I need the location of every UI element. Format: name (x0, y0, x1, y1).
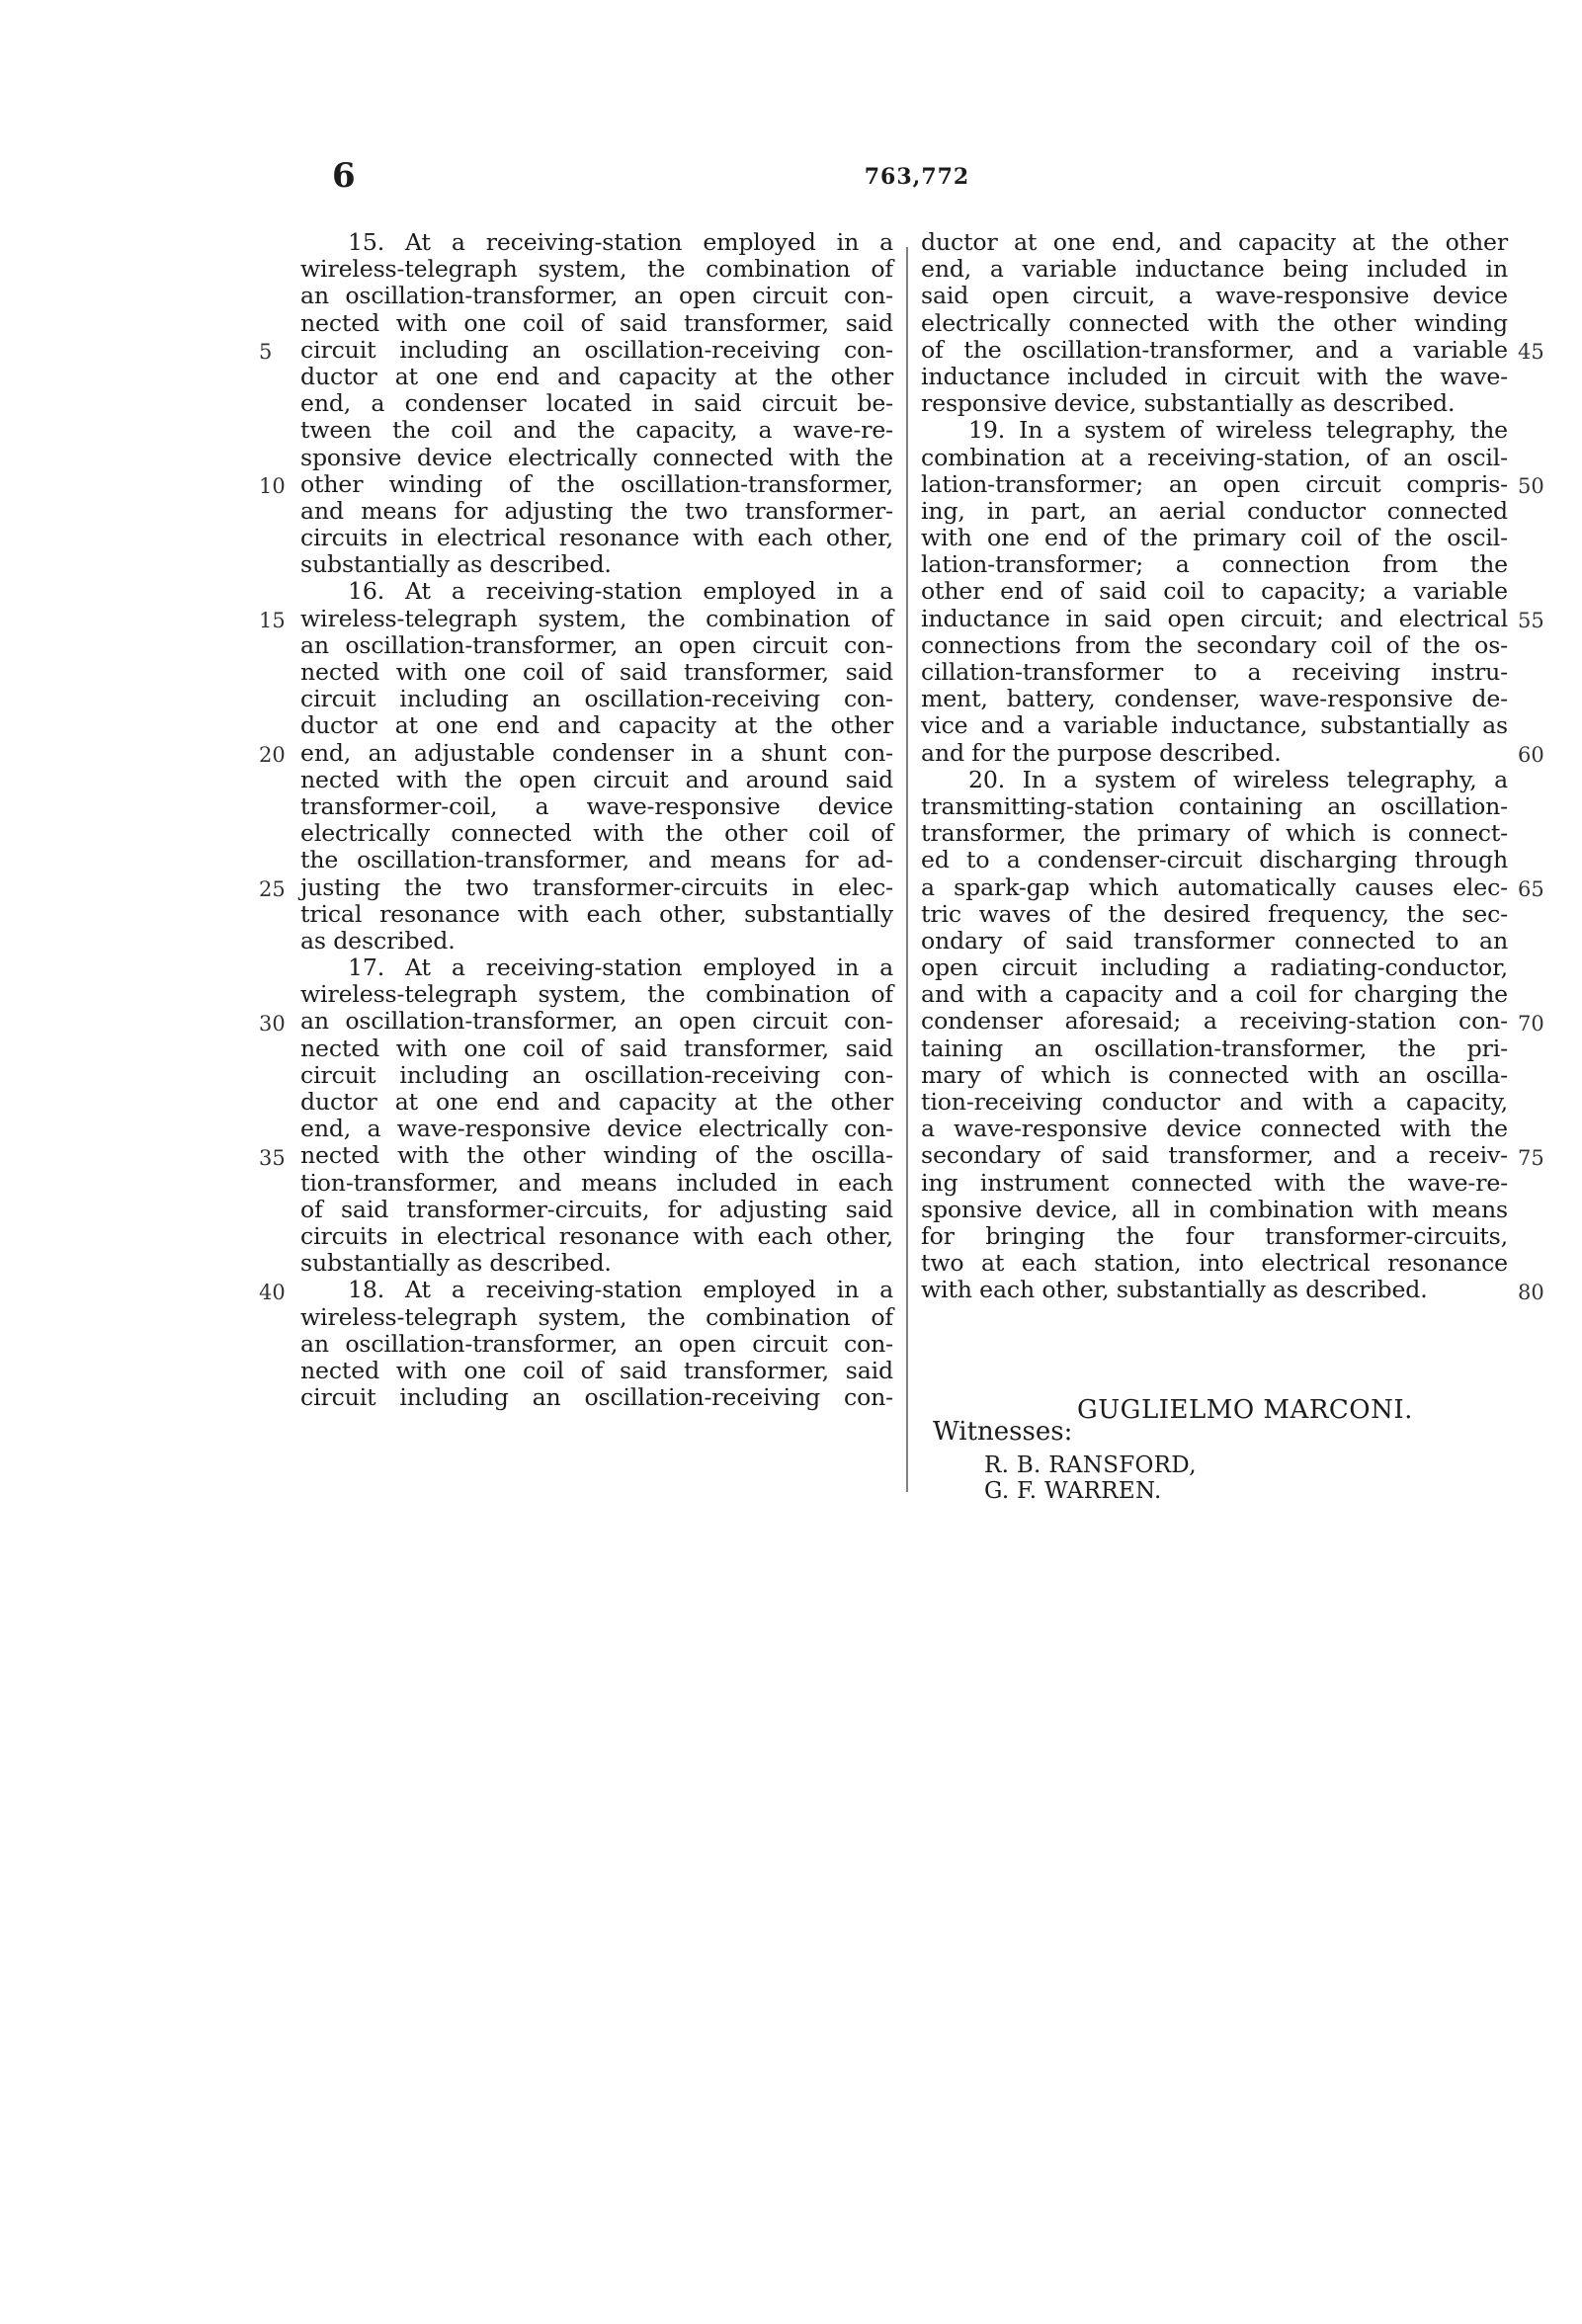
text-line: transformer, the primary of which is connect- (921, 819, 1508, 848)
text-line: nected with one coil of said transformer, said (300, 658, 893, 686)
text-line: combination at a receiving-station, of an oscil- (921, 443, 1508, 471)
text-line: circuits in electrical resonance with each other, (300, 1221, 893, 1250)
text-line: with each other, substantially as described. (921, 1276, 1428, 1304)
text-line: circuit including an oscillation-receiving con- (300, 1383, 893, 1412)
text-line: a wave-responsive device connected with the (921, 1115, 1508, 1143)
text-line: said open circuit, a wave-responsive device (921, 282, 1508, 310)
text-line: and with a capacity and a coil for charging the (921, 980, 1508, 1009)
text-line: electrically connected with the other coil of (300, 819, 893, 848)
right-text-column (921, 229, 1508, 1304)
text-line: for bringing the four transformer-circuits, (921, 1221, 1508, 1250)
line-number: 25 (259, 876, 286, 901)
text-line: lation-transformer; a connection from the (921, 550, 1508, 579)
line-number: 35 (259, 1145, 286, 1170)
text-line: electrically connected with the other winding (921, 308, 1508, 337)
text-line: ment, battery, condenser, wave-responsive de- (921, 685, 1508, 713)
text-line: ed to a condenser-circuit discharging through (921, 846, 1508, 874)
text-line: two at each station, into electrical resonance (921, 1249, 1508, 1278)
text-line: an oscillation-transformer, an open circuit con- (300, 282, 893, 310)
text-line: nected with the other winding of the oscilla- (300, 1141, 893, 1170)
line-number: 80 (1518, 1280, 1544, 1304)
text-line: other end of said coil to capacity; a variable (921, 577, 1508, 606)
line-number: 70 (1518, 1011, 1544, 1036)
text-line: open circuit including a radiating-conductor, (921, 954, 1508, 982)
text-line: circuit including an oscillation-receiving con- (300, 685, 893, 713)
text-line: an oscillation-transformer, an open circuit con- (300, 1007, 893, 1036)
line-number: 60 (1518, 742, 1544, 767)
line-number: 15 (259, 608, 286, 632)
text-line: tric waves of the desired frequency, the sec- (921, 899, 1508, 928)
text-line: wireless-telegraph system, the combination of (300, 980, 893, 1009)
witness-name: R. B. RANSFORD, (984, 1452, 1197, 1478)
text-line: taining an oscillation-transformer, the pri- (921, 1034, 1508, 1062)
text-line: wireless-telegraph system, the combination of (300, 1302, 893, 1331)
text-line: end, a variable inductance being included in (921, 255, 1508, 284)
text-line: circuit including an oscillation-receiving con- (300, 1060, 893, 1089)
text-line: transmitting-station containing an oscillation- (921, 791, 1508, 820)
line-number: 45 (1518, 339, 1544, 364)
line-number: 20 (259, 742, 286, 767)
text-line: wireless-telegraph system, the combination of (300, 255, 893, 284)
text-line: lation-transformer; an open circuit compris- (921, 469, 1508, 498)
text-line: ductor at one end, and capacity at the other (921, 228, 1508, 256)
text-line: wireless-telegraph system, the combination of (300, 604, 893, 632)
witness-name: G. F. WARREN. (984, 1478, 1162, 1504)
text-line: nected with one coil of said transformer, said (300, 1034, 893, 1062)
text-line: substantially as described. (300, 1249, 612, 1278)
text-line: ondary of said transformer connected to an (921, 926, 1508, 954)
text-line: responsive device, substantially as described. (921, 389, 1456, 418)
text-line: 16. At a receiving-station employed in a (348, 577, 893, 606)
text-line: nected with one coil of said transformer, said (300, 1356, 893, 1384)
text-line: with one end of the primary coil of the oscil- (921, 524, 1508, 552)
text-line: cillation-transformer to a receiving instru- (921, 658, 1508, 686)
page-number: 6 (332, 156, 356, 196)
text-line: vice and a variable inductance, substantially as (921, 711, 1508, 740)
text-line: the oscillation-transformer, and means for ad- (300, 846, 893, 874)
text-line: and for the purpose described. (921, 738, 1282, 767)
witnesses-label: Witnesses: (933, 1417, 1073, 1447)
text-line: ductor at one end and capacity at the other (300, 1088, 893, 1116)
line-number: 40 (259, 1280, 286, 1304)
text-line: secondary of said transformer, and a receiv- (921, 1141, 1508, 1170)
text-line: sponsive device electrically connected with the (300, 443, 893, 471)
text-line: inductance in said open circuit; and electrical (921, 604, 1508, 632)
text-line: of the oscillation-transformer, and a variable (921, 335, 1508, 364)
text-line: of said transformer-circuits, for adjusting said (300, 1195, 893, 1223)
line-number: 30 (259, 1011, 286, 1036)
text-line: and means for adjusting the two transformer- (300, 496, 893, 525)
line-number: 10 (259, 473, 286, 498)
text-line: ing instrument connected with the wave-re- (921, 1168, 1508, 1197)
text-line: condenser aforesaid; a receiving-station con- (921, 1007, 1508, 1036)
text-line: ductor at one end and capacity at the other (300, 362, 893, 390)
text-line: sponsive device, all in combination with means (921, 1195, 1508, 1223)
text-line: inductance included in circuit with the wave- (921, 362, 1508, 390)
inventor-signature: GUGLIELMO MARCONI. (1077, 1395, 1413, 1425)
line-number: 50 (1518, 473, 1544, 498)
text-line: 15. At a receiving-station employed in a (348, 228, 893, 256)
text-line: connections from the secondary coil of the os- (921, 630, 1508, 659)
text-line: tween the coil and the capacity, a wave-re- (300, 416, 893, 445)
text-line: end, a condenser located in said circuit be- (300, 389, 893, 418)
text-line: circuits in electrical resonance with each other, (300, 524, 893, 552)
line-number: 55 (1518, 608, 1544, 632)
text-line: justing the two transformer-circuits in elec- (300, 872, 893, 901)
left-text-column (300, 229, 893, 1411)
line-number: 65 (1518, 876, 1544, 901)
line-number: 75 (1518, 1145, 1544, 1170)
text-line: other winding of the oscillation-transformer, (300, 469, 893, 498)
text-line: transformer-coil, a wave-responsive device (300, 791, 893, 820)
text-line: an oscillation-transformer, an open circuit con- (300, 630, 893, 659)
text-line: tion-transformer, and means included in each (300, 1168, 893, 1197)
text-line: a spark-gap which automatically causes elec- (921, 872, 1508, 901)
text-line: 19. In a system of wireless telegraphy, the (968, 416, 1508, 445)
patent-number: 763,772 (864, 164, 970, 190)
text-line: ductor at one end and capacity at the other (300, 711, 893, 740)
column-divider (906, 247, 908, 1492)
text-line: tion-receiving conductor and with a capacity, (921, 1088, 1508, 1116)
text-line: as described. (300, 926, 456, 954)
text-line: mary of which is connected with an oscilla- (921, 1060, 1508, 1089)
text-line: an oscillation-transformer, an open circuit con- (300, 1329, 893, 1358)
line-number: 5 (259, 339, 273, 364)
text-line: 20. In a system of wireless telegraphy, a (968, 765, 1508, 793)
text-line: nected with one coil of said transformer, said (300, 308, 893, 337)
text-line: end, a wave-responsive device electrically con- (300, 1115, 893, 1143)
text-line: circuit including an oscillation-receiving con- (300, 335, 893, 364)
text-line: 18. At a receiving-station employed in a (348, 1276, 893, 1304)
text-line: ing, in part, an aerial conductor connected (921, 496, 1508, 525)
text-line: substantially as described. (300, 550, 612, 579)
text-line: trical resonance with each other, substantially (300, 899, 893, 928)
text-line: end, an adjustable condenser in a shunt con- (300, 738, 893, 767)
text-line: nected with the open circuit and around said (300, 765, 893, 793)
text-line: 17. At a receiving-station employed in a (348, 954, 893, 982)
